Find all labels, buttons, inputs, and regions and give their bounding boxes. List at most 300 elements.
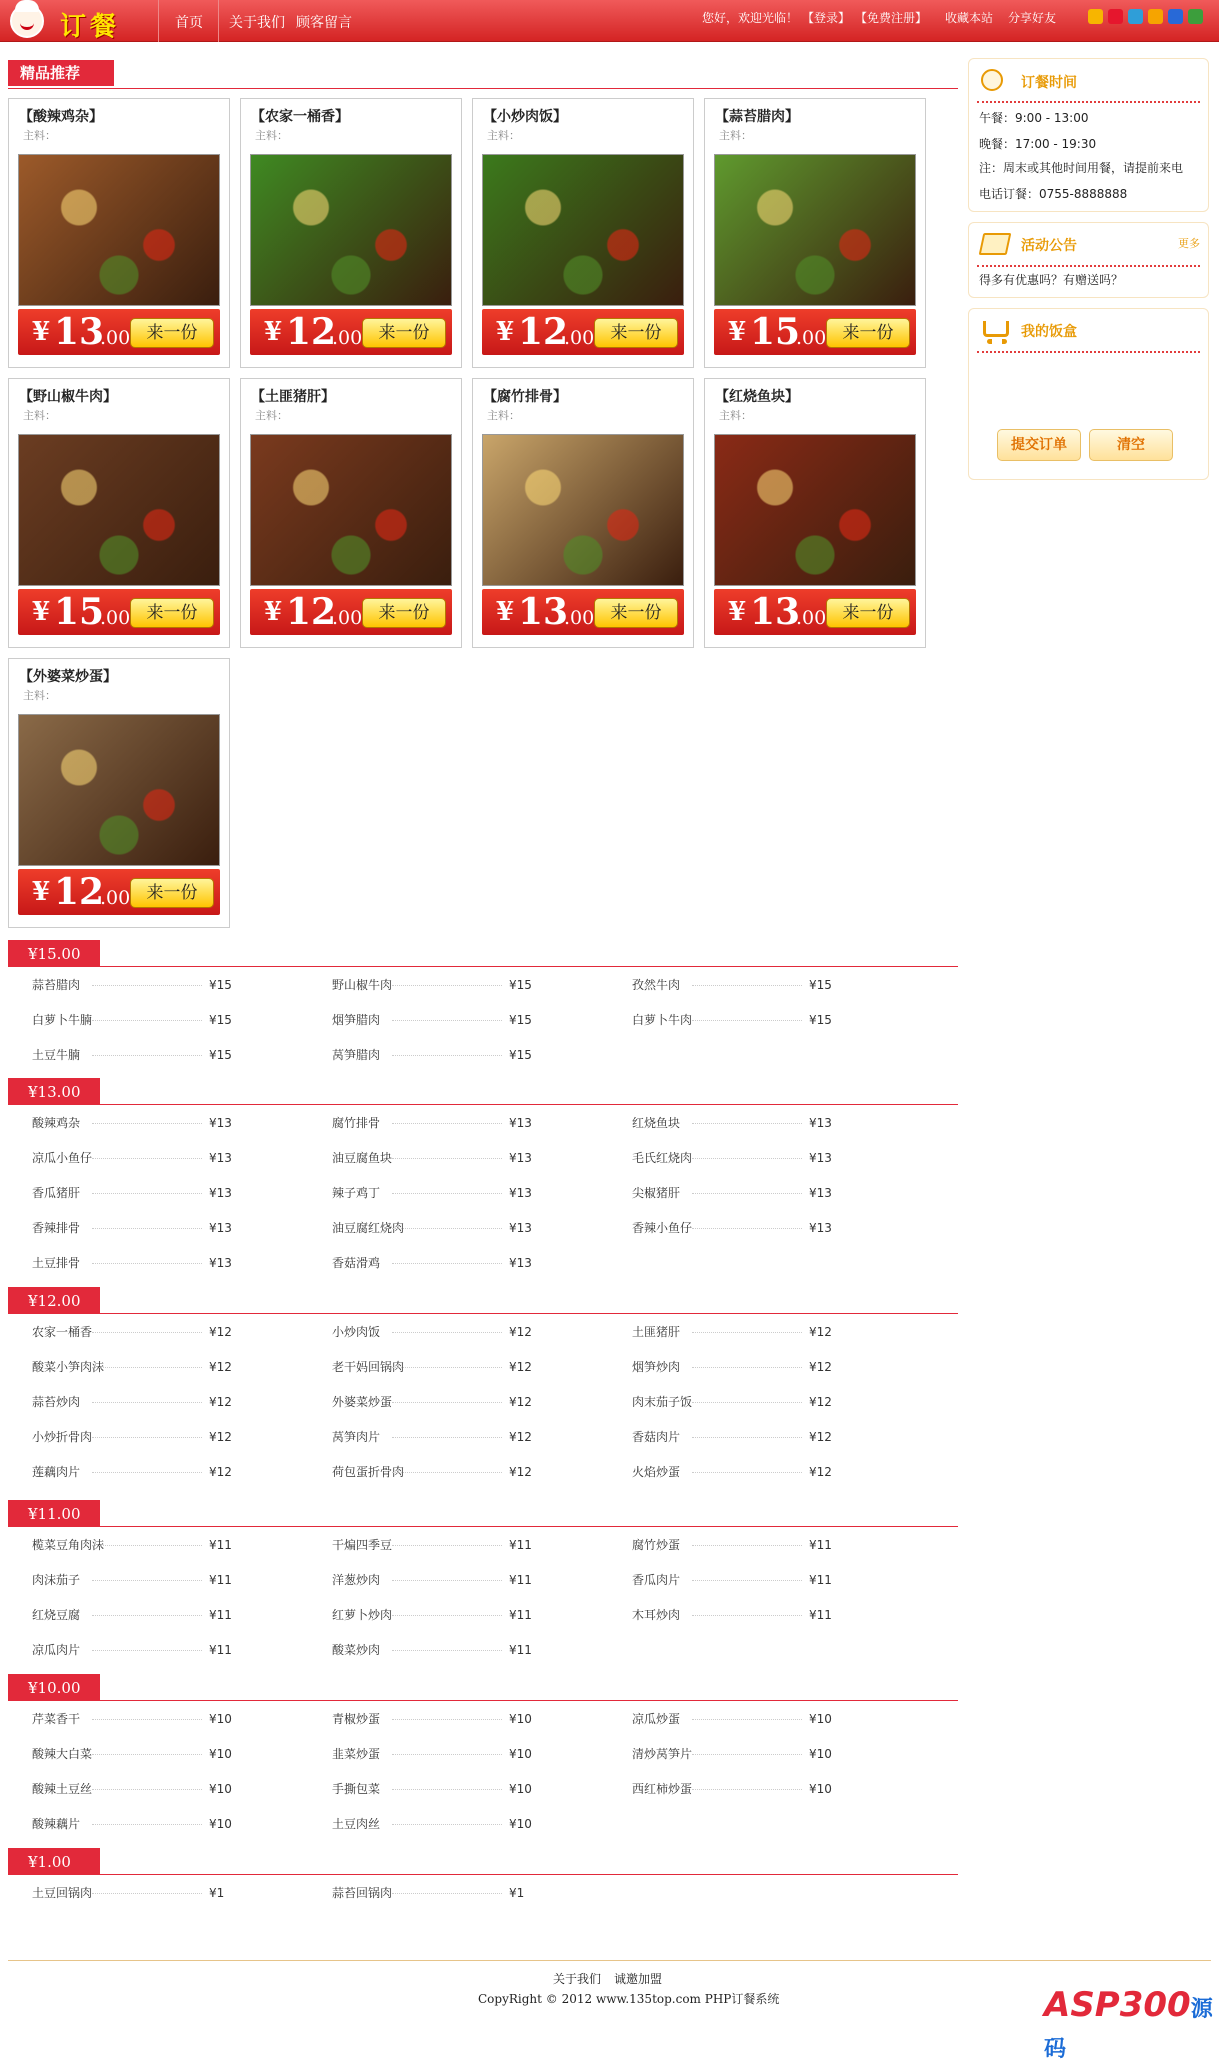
menu-item-price: ¥12 xyxy=(809,1325,832,1339)
price-bar xyxy=(250,309,452,355)
menu-item-name[interactable]: 凉瓜炒蛋 xyxy=(632,1712,681,1726)
dotted-leader xyxy=(692,1789,802,1790)
menu-item-name[interactable]: 香瓜肉片 xyxy=(632,1573,681,1587)
menu-item-name[interactable]: 香辣排骨 xyxy=(32,1221,81,1235)
price-decimal: .00 xyxy=(796,607,827,629)
dish-card xyxy=(704,378,926,648)
dotted-leader xyxy=(92,1615,202,1616)
menu-item[interactable] xyxy=(32,1745,232,1761)
dotted-leader xyxy=(392,1158,502,1159)
menu-item-name[interactable]: 红烧豆腐 xyxy=(32,1608,81,1622)
menu-item-name[interactable]: 辣子鸡丁 xyxy=(332,1186,381,1200)
menu-item[interactable] xyxy=(32,1606,232,1622)
price-currency: ¥ xyxy=(728,597,747,627)
menu-item-price: ¥10 xyxy=(509,1712,532,1726)
price-decimal: .00 xyxy=(564,327,595,349)
menu-item[interactable] xyxy=(32,1114,232,1130)
menu-item-name[interactable]: 酸辣土豆丝 xyxy=(32,1782,93,1796)
clear-cart-button[interactable]: 清空 xyxy=(1089,429,1173,461)
notice-more-link[interactable]: 更多 xyxy=(1178,237,1200,250)
menu-item-name[interactable]: 干煸四季豆 xyxy=(332,1538,393,1552)
menu-item[interactable] xyxy=(32,1393,232,1409)
dish-ingredients: 主料： xyxy=(23,129,56,142)
dotted-leader xyxy=(392,1193,502,1194)
footer-divider xyxy=(8,1960,1211,1961)
menu-item-name[interactable]: 荷包蛋折骨肉 xyxy=(332,1465,405,1479)
menu-item-price: ¥10 xyxy=(209,1782,232,1796)
dotted-leader xyxy=(92,1123,202,1124)
dish-ingredients: 主料： xyxy=(487,409,520,422)
dish-name[interactable]: 【蒜苔腊肉】 xyxy=(715,109,799,125)
menu-item-name[interactable]: 手撕包菜 xyxy=(332,1782,381,1796)
menu-item-name[interactable]: 外婆菜炒蛋 xyxy=(332,1395,393,1409)
price-bar xyxy=(250,589,452,635)
dotted-leader xyxy=(692,1158,802,1159)
price-section-title: ¥12.00 xyxy=(8,1287,100,1313)
menu-item[interactable] xyxy=(332,1606,532,1622)
menu-item[interactable] xyxy=(332,1046,532,1062)
menu-item-name[interactable]: 孜然牛肉 xyxy=(632,978,681,992)
price-integer: 15 xyxy=(750,311,801,353)
menu-item[interactable] xyxy=(32,1428,232,1444)
menu-item-price: ¥10 xyxy=(209,1817,232,1831)
dish-ingredients: 主料： xyxy=(255,129,288,142)
cart-box xyxy=(968,308,1209,480)
dotted-leader xyxy=(392,1332,502,1333)
dotted-leader xyxy=(692,1545,802,1546)
menu-item[interactable] xyxy=(332,1323,532,1339)
dish-card xyxy=(8,98,230,368)
menu-item[interactable] xyxy=(332,1571,532,1587)
price-currency: ¥ xyxy=(264,317,283,347)
dotted-leader xyxy=(392,1754,502,1755)
menu-item-name[interactable]: 土豆回锅肉 xyxy=(32,1886,93,1900)
login-link[interactable]: 【登录】 xyxy=(802,11,851,25)
menu-item-name[interactable]: 酸辣藕片 xyxy=(32,1817,81,1831)
price-section-title: ¥11.00 xyxy=(8,1500,100,1526)
price-bar xyxy=(18,589,220,635)
menu-item[interactable] xyxy=(32,1046,232,1062)
dotted-leader xyxy=(692,1580,802,1581)
menu-item[interactable] xyxy=(332,1114,532,1130)
dish-photo[interactable] xyxy=(714,154,916,306)
dish-photo[interactable] xyxy=(482,154,684,306)
menu-item-price: ¥13 xyxy=(509,1151,532,1165)
menu-item-name[interactable]: 莴笋肉片 xyxy=(332,1430,381,1444)
menu-item-name[interactable]: 木耳炒肉 xyxy=(632,1608,681,1622)
menu-item-price: ¥10 xyxy=(509,1817,532,1831)
menu-item-name[interactable]: 白萝卜牛腩 xyxy=(32,1013,93,1027)
dotted-leader xyxy=(92,1754,202,1755)
menu-item[interactable] xyxy=(332,1536,532,1552)
menu-item[interactable] xyxy=(632,1184,832,1200)
dish-photo[interactable] xyxy=(18,714,220,866)
dish-photo[interactable] xyxy=(250,434,452,586)
price-section-title: ¥13.00 xyxy=(8,1078,100,1104)
menu-item-name[interactable]: 香菇滑鸡 xyxy=(332,1256,381,1270)
menu-item-name[interactable]: 腐竹炒蛋 xyxy=(632,1538,681,1552)
dotted-leader xyxy=(692,1193,802,1194)
order-button[interactable]: 来一份 xyxy=(594,318,678,348)
menu-item[interactable] xyxy=(332,1254,532,1270)
menu-item-name[interactable]: 洋葱炒肉 xyxy=(332,1573,381,1587)
menu-item[interactable] xyxy=(32,1011,232,1027)
bookmark-link[interactable]: 收藏本站 xyxy=(945,11,994,25)
menu-item-name[interactable]: 老干妈回锅肉 xyxy=(332,1360,405,1374)
menu-item[interactable] xyxy=(332,1884,532,1900)
dotted-leader xyxy=(392,1719,502,1720)
price-section-title: ¥1.00 xyxy=(8,1848,100,1874)
menu-item-name[interactable]: 芹菜香干 xyxy=(32,1712,81,1726)
dotted-leader xyxy=(92,1402,202,1403)
menu-item-name[interactable]: 烟笋腊肉 xyxy=(332,1013,381,1027)
menu-item[interactable] xyxy=(332,1780,532,1796)
menu-item[interactable] xyxy=(332,1745,532,1761)
price-decimal: .00 xyxy=(796,327,827,349)
menu-item[interactable] xyxy=(632,1428,832,1444)
menu-item[interactable] xyxy=(332,1463,532,1479)
nav-about[interactable]: 关于我们 xyxy=(229,15,285,31)
price-currency: ¥ xyxy=(728,317,747,347)
menu-item-name[interactable]: 蒜苔炒肉 xyxy=(32,1395,81,1409)
menu-item-name[interactable]: 红烧鱼块 xyxy=(632,1116,681,1130)
menu-item[interactable] xyxy=(632,1710,832,1726)
site-logo[interactable] xyxy=(6,2,156,40)
dish-name[interactable]: 【农家一桶香】 xyxy=(251,109,349,125)
menu-item-price: ¥12 xyxy=(809,1430,832,1444)
dish-photo[interactable] xyxy=(250,154,452,306)
menu-item-price: ¥11 xyxy=(809,1573,832,1587)
menu-item-name[interactable]: 肉沫茄子 xyxy=(32,1573,81,1587)
menu-item[interactable] xyxy=(632,1606,832,1622)
dotted-leader xyxy=(92,985,202,986)
menu-item[interactable] xyxy=(632,1780,832,1796)
footer-join-link[interactable]: 诚邀加盟 xyxy=(614,1972,663,1986)
phone-order: 电话订餐：0755-8888888 xyxy=(979,187,1128,201)
dish-card xyxy=(8,658,230,928)
nav-home[interactable]: 首页 xyxy=(175,15,203,31)
menu-item-price: ¥12 xyxy=(209,1465,232,1479)
menu-item-name[interactable]: 西红柿炒蛋 xyxy=(632,1782,693,1796)
price-bar xyxy=(714,309,916,355)
douban-icon[interactable] xyxy=(1188,9,1203,24)
menu-item[interactable] xyxy=(32,1219,232,1235)
menu-item-name[interactable]: 香辣小鱼仔 xyxy=(632,1221,693,1235)
dish-name[interactable]: 【红烧鱼块】 xyxy=(715,389,799,405)
menu-item[interactable] xyxy=(632,1358,832,1374)
menu-item-name[interactable]: 小炒折骨肉 xyxy=(32,1430,93,1444)
menu-item-price: ¥12 xyxy=(209,1430,232,1444)
price-integer: 13 xyxy=(54,311,105,353)
menu-item-name[interactable]: 蒜苔回锅肉 xyxy=(332,1886,393,1900)
price-decimal: .00 xyxy=(100,887,131,909)
menu-item-name[interactable]: 土豆牛腩 xyxy=(32,1048,81,1062)
menu-item[interactable] xyxy=(332,1393,532,1409)
dish-name[interactable]: 【小炒肉饭】 xyxy=(483,109,567,125)
order-button[interactable]: 来一份 xyxy=(594,598,678,628)
dish-name[interactable]: 【腐竹排骨】 xyxy=(483,389,567,405)
menu-item-name[interactable]: 酸菜炒肉 xyxy=(332,1643,381,1657)
menu-item[interactable] xyxy=(332,1428,532,1444)
menu-item-price: ¥13 xyxy=(809,1151,832,1165)
menu-item-price: ¥11 xyxy=(209,1573,232,1587)
dotted-leader xyxy=(392,1545,502,1546)
menu-item-name[interactable]: 土豆排骨 xyxy=(32,1256,81,1270)
order-button[interactable]: 来一份 xyxy=(130,878,214,908)
submit-order-button[interactable]: 提交订单 xyxy=(997,429,1081,461)
order-button[interactable]: 来一份 xyxy=(826,318,910,348)
menu-item-name[interactable]: 野山椒牛肉 xyxy=(332,978,393,992)
menu-item-price: ¥12 xyxy=(509,1430,532,1444)
section-divider xyxy=(8,966,958,967)
price-integer: 13 xyxy=(518,591,569,633)
menu-item-price: ¥12 xyxy=(809,1465,832,1479)
menu-item-price: ¥13 xyxy=(809,1116,832,1130)
dotted-leader xyxy=(692,985,802,986)
dotted-leader xyxy=(392,985,502,986)
dotted-leader xyxy=(692,1437,802,1438)
menu-item-name[interactable]: 蒜苔腊肉 xyxy=(32,978,81,992)
menu-item-price: ¥12 xyxy=(809,1360,832,1374)
menu-item-price: ¥11 xyxy=(509,1538,532,1552)
dotted-leader xyxy=(392,1789,502,1790)
menu-item-name[interactable]: 小炒肉饭 xyxy=(332,1325,381,1339)
menu-item[interactable] xyxy=(332,1219,532,1235)
menu-item-price: ¥12 xyxy=(509,1325,532,1339)
menu-item-price: ¥13 xyxy=(509,1221,532,1235)
menu-item[interactable] xyxy=(632,1323,832,1339)
menu-item-name[interactable]: 土豆肉丝 xyxy=(332,1817,381,1831)
dish-photo[interactable] xyxy=(482,434,684,586)
kaixin-icon[interactable] xyxy=(1168,9,1183,24)
weibo-icon[interactable] xyxy=(1108,9,1123,24)
notice-text[interactable]: 得多有优惠吗？有赠送吗？ xyxy=(979,273,1124,287)
price-bar xyxy=(18,309,220,355)
dish-ingredients: 主料： xyxy=(487,129,520,142)
menu-item[interactable] xyxy=(32,1815,232,1831)
nav-divider xyxy=(218,0,219,42)
menu-item-name[interactable]: 土匪猪肝 xyxy=(632,1325,681,1339)
menu-item[interactable] xyxy=(332,1358,532,1374)
menu-item-name[interactable]: 莴笋腊肉 xyxy=(332,1048,381,1062)
menu-item[interactable] xyxy=(32,1254,232,1270)
menu-item-name[interactable]: 香菇肉片 xyxy=(632,1430,681,1444)
qzone-icon[interactable] xyxy=(1088,9,1103,24)
menu-item-price: ¥13 xyxy=(209,1256,232,1270)
copyright-text: CopyRight © 2012 www.135top.com PHP订餐系统 xyxy=(478,1992,780,2006)
menu-item-price: ¥1 xyxy=(509,1886,525,1900)
menu-item-price: ¥10 xyxy=(809,1782,832,1796)
menu-item-name[interactable]: 莲藕肉片 xyxy=(32,1465,81,1479)
notice-box xyxy=(968,222,1209,298)
menu-item[interactable] xyxy=(32,1641,232,1657)
menu-item[interactable] xyxy=(632,1219,832,1235)
dotted-leader xyxy=(692,1402,802,1403)
menu-item[interactable] xyxy=(32,976,232,992)
hours-title: 订餐时间 xyxy=(1021,75,1077,91)
dotted-leader xyxy=(92,1719,202,1720)
menu-item-name[interactable]: 酸辣鸡杂 xyxy=(32,1116,81,1130)
dotted-leader xyxy=(92,1055,202,1056)
dotted-leader xyxy=(692,1754,802,1755)
menu-item-name[interactable]: 香瓜猪肝 xyxy=(32,1186,81,1200)
menu-item-price: ¥11 xyxy=(809,1608,832,1622)
dotted-leader xyxy=(92,1332,202,1333)
dish-card xyxy=(472,378,694,648)
share-link[interactable]: 分享好友 xyxy=(1008,11,1057,25)
section-divider xyxy=(8,1313,958,1314)
order-button[interactable]: 来一份 xyxy=(826,598,910,628)
menu-item[interactable] xyxy=(32,1710,232,1726)
menu-item-price: ¥10 xyxy=(209,1712,232,1726)
dotted-leader xyxy=(392,1367,502,1368)
order-button[interactable]: 来一份 xyxy=(362,598,446,628)
menu-item-name[interactable]: 酸菜小笋肉沫 xyxy=(32,1360,105,1374)
dish-name[interactable]: 【外婆菜炒蛋】 xyxy=(19,669,117,685)
menu-item-price: ¥13 xyxy=(209,1221,232,1235)
watermark-main: ASP300 xyxy=(1044,1985,1191,2025)
dotted-leader xyxy=(92,1228,202,1229)
menu-item[interactable] xyxy=(32,1571,232,1587)
menu-item-name[interactable]: 青椒炒蛋 xyxy=(332,1712,381,1726)
price-bar xyxy=(482,589,684,635)
hours-note: 注：周末或其他时间用餐，请提前来电 xyxy=(979,161,1184,175)
price-currency: ¥ xyxy=(496,317,515,347)
menu-item-price: ¥12 xyxy=(509,1465,532,1479)
menu-item[interactable] xyxy=(32,1149,232,1165)
dish-name[interactable]: 【野山椒牛肉】 xyxy=(19,389,117,405)
menu-item-name[interactable]: 酸辣大白菜 xyxy=(32,1747,93,1761)
section-divider xyxy=(8,1874,958,1875)
dotted-leader xyxy=(692,1719,802,1720)
menu-item-name[interactable]: 腐竹排骨 xyxy=(332,1116,381,1130)
menu-item-price: ¥10 xyxy=(509,1782,532,1796)
menu-item-name[interactable]: 凉瓜小鱼仔 xyxy=(32,1151,93,1165)
menu-item-name[interactable]: 油豆腐鱼块 xyxy=(332,1151,393,1165)
menu-item[interactable] xyxy=(332,1149,532,1165)
menu-item-price: ¥1 xyxy=(209,1886,225,1900)
menu-item[interactable] xyxy=(632,1114,832,1130)
dotted-leader xyxy=(92,1263,202,1264)
menu-item[interactable] xyxy=(32,1884,232,1900)
menu-item-name[interactable]: 油豆腐红烧肉 xyxy=(332,1221,405,1235)
nav-guestbook[interactable]: 顾客留言 xyxy=(296,15,352,31)
dotted-leader xyxy=(92,1893,202,1894)
menu-item-name[interactable]: 火焰炒蛋 xyxy=(632,1465,681,1479)
menu-item[interactable] xyxy=(632,1463,832,1479)
menu-item-name[interactable]: 尖椒猪肝 xyxy=(632,1186,681,1200)
dotted-divider xyxy=(977,265,1200,267)
tencent-weibo-icon[interactable] xyxy=(1128,9,1143,24)
dotted-leader xyxy=(692,1472,802,1473)
section-divider xyxy=(8,88,958,89)
menu-item[interactable] xyxy=(32,1323,232,1339)
menu-item-price: ¥13 xyxy=(509,1116,532,1130)
dish-ingredients: 主料： xyxy=(719,129,752,142)
dotted-leader xyxy=(392,1893,502,1894)
menu-item[interactable] xyxy=(632,1571,832,1587)
dotted-leader xyxy=(92,1437,202,1438)
renren-icon[interactable] xyxy=(1148,9,1163,24)
price-decimal: .00 xyxy=(332,327,363,349)
menu-item[interactable] xyxy=(32,1184,232,1200)
menu-item-price: ¥13 xyxy=(209,1151,232,1165)
dish-name[interactable]: 【土匪猪肝】 xyxy=(251,389,335,405)
menu-item-name[interactable]: 毛氏红烧肉 xyxy=(632,1151,693,1165)
menu-item[interactable] xyxy=(632,1745,832,1761)
cart-title: 我的饭盒 xyxy=(1021,324,1077,340)
price-currency: ¥ xyxy=(32,317,51,347)
dish-photo[interactable] xyxy=(18,434,220,586)
menu-item-name[interactable]: 红萝卜炒肉 xyxy=(332,1608,393,1622)
dish-photo[interactable] xyxy=(714,434,916,586)
dotted-leader xyxy=(692,1367,802,1368)
dish-name[interactable]: 【酸辣鸡杂】 xyxy=(19,109,103,125)
dotted-leader xyxy=(392,1402,502,1403)
order-button[interactable]: 来一份 xyxy=(130,598,214,628)
menu-item-name[interactable]: 农家一桶香 xyxy=(32,1325,93,1339)
menu-item-name[interactable]: 榄菜豆角肉沫 xyxy=(32,1538,105,1552)
price-integer: 15 xyxy=(54,591,105,633)
menu-item[interactable] xyxy=(32,1780,232,1796)
logo-text: 订餐 xyxy=(60,12,121,42)
dotted-leader xyxy=(92,1367,202,1368)
menu-item-name[interactable]: 清炒莴笋片 xyxy=(632,1747,693,1761)
menu-item-price: ¥13 xyxy=(809,1221,832,1235)
menu-item[interactable] xyxy=(32,1358,232,1374)
menu-item-price: ¥13 xyxy=(809,1186,832,1200)
notice-title: 活动公告 xyxy=(1021,238,1077,254)
menu-item[interactable] xyxy=(332,1011,532,1027)
menu-item[interactable] xyxy=(332,976,532,992)
menu-item-name[interactable]: 凉瓜肉片 xyxy=(32,1643,81,1657)
price-integer: 12 xyxy=(54,871,105,913)
dotted-leader xyxy=(92,1789,202,1790)
footer-about-link[interactable]: 关于我们 xyxy=(553,1972,602,1986)
menu-item[interactable] xyxy=(332,1815,532,1831)
menu-item-price: ¥12 xyxy=(209,1395,232,1409)
menu-item[interactable] xyxy=(332,1641,532,1657)
menu-item[interactable] xyxy=(632,1393,832,1409)
dotted-leader xyxy=(692,1615,802,1616)
menu-item-name[interactable]: 烟笋炒肉 xyxy=(632,1360,681,1374)
dotted-leader xyxy=(92,1824,202,1825)
menu-item[interactable] xyxy=(632,1149,832,1165)
dotted-leader xyxy=(692,1332,802,1333)
menu-item-name[interactable]: 韭菜炒蛋 xyxy=(332,1747,381,1761)
menu-item-price: ¥15 xyxy=(509,1013,532,1027)
top-nav-bar xyxy=(0,0,1219,42)
menu-item[interactable] xyxy=(632,976,832,992)
price-currency: ¥ xyxy=(32,877,51,907)
menu-item[interactable] xyxy=(632,1011,832,1027)
menu-item[interactable] xyxy=(32,1463,232,1479)
menu-item-name[interactable]: 白萝卜牛肉 xyxy=(632,1013,693,1027)
menu-item[interactable] xyxy=(632,1536,832,1552)
order-button[interactable]: 来一份 xyxy=(130,318,214,348)
price-integer: 12 xyxy=(286,591,337,633)
menu-item-name[interactable]: 肉末茄子饭 xyxy=(632,1395,693,1409)
register-link[interactable]: 【免费注册】 xyxy=(855,11,928,25)
dotted-leader xyxy=(392,1055,502,1056)
menu-item-price: ¥11 xyxy=(509,1573,532,1587)
dish-photo[interactable] xyxy=(18,154,220,306)
menu-item-price: ¥12 xyxy=(809,1395,832,1409)
menu-item[interactable] xyxy=(332,1184,532,1200)
order-button[interactable]: 来一份 xyxy=(362,318,446,348)
menu-item[interactable] xyxy=(332,1710,532,1726)
menu-item[interactable] xyxy=(32,1536,232,1552)
